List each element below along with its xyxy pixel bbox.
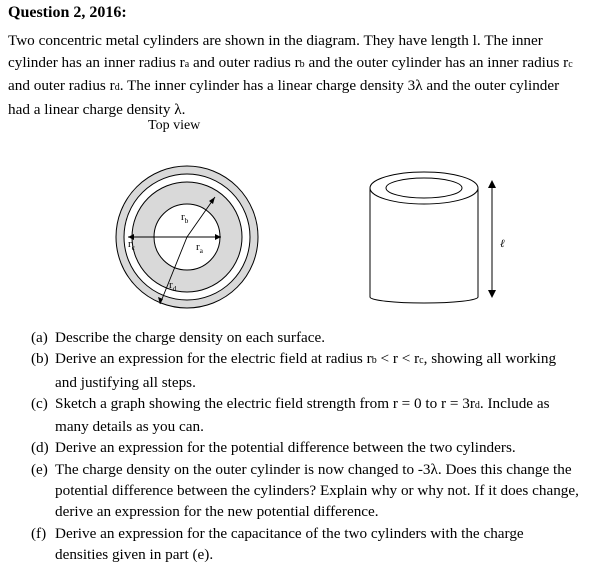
label-rd: $r_d$	[169, 279, 177, 293]
top-view-diagram	[116, 166, 258, 308]
question-label: (f)	[31, 524, 47, 542]
question-d: (d) Derive an expression for the potential difference between the two cylinders.	[31, 437, 611, 458]
question-label: (e)	[31, 460, 48, 478]
intro-line-3: and outer radius rd. The inner cylinder has a linear charge density 3λ and the outer cylinder	[8, 77, 560, 94]
intro-line-2: cylinder has an inner radius ra and outer radius rb and the outer cylinder has an inner radius rc	[8, 53, 573, 71]
question-label: (a)	[31, 329, 48, 346]
question-label: (d)	[31, 439, 49, 457]
label-ra: $r_a$	[196, 241, 204, 255]
label-rb: $r_b$	[181, 211, 189, 225]
cylinder-top-inner	[386, 178, 462, 198]
top-view-label: Top view	[148, 118, 201, 133]
question-f: (f) Derive an expression for the capacitance of the two cylinders with the charge densities given in part (e).	[31, 524, 524, 563]
question-e: (e) The charge density on the outer cylinder is now changed to -3λ. Does this change the potential difference between the cylinders? Explain why or why not. If it does change, derive an expression for the new potential difference.	[31, 460, 579, 521]
intro-line-1: Two concentric metal cylinders are shown in the diagram. They have length l. The inner	[8, 32, 543, 49]
intro-line-4: had a linear charge density λ.	[8, 100, 186, 118]
length-arrow-top	[488, 180, 496, 188]
length-label: ℓ	[500, 238, 505, 250]
cylinder-bottom-edge	[370, 297, 478, 303]
question-a: (a) Describe the charge density on each surface.	[31, 327, 611, 348]
question-label: (c)	[31, 394, 48, 412]
length-arrow-bottom	[488, 290, 496, 298]
question-c: (c) Sketch a graph showing the electric field strength from r = 0 to r = 3rd. Include as many details as you can.	[31, 394, 550, 436]
label-rc: $r_c$	[128, 238, 136, 252]
side-view-diagram	[370, 172, 505, 303]
question-b: (b) Derive an expression for the electric field at radius rb < r < rc, showing all working and justifying all steps.	[31, 350, 557, 391]
question-title: Question 2, 2016:	[8, 4, 127, 21]
question-list	[31, 327, 611, 565]
question-label: (b)	[31, 350, 49, 368]
